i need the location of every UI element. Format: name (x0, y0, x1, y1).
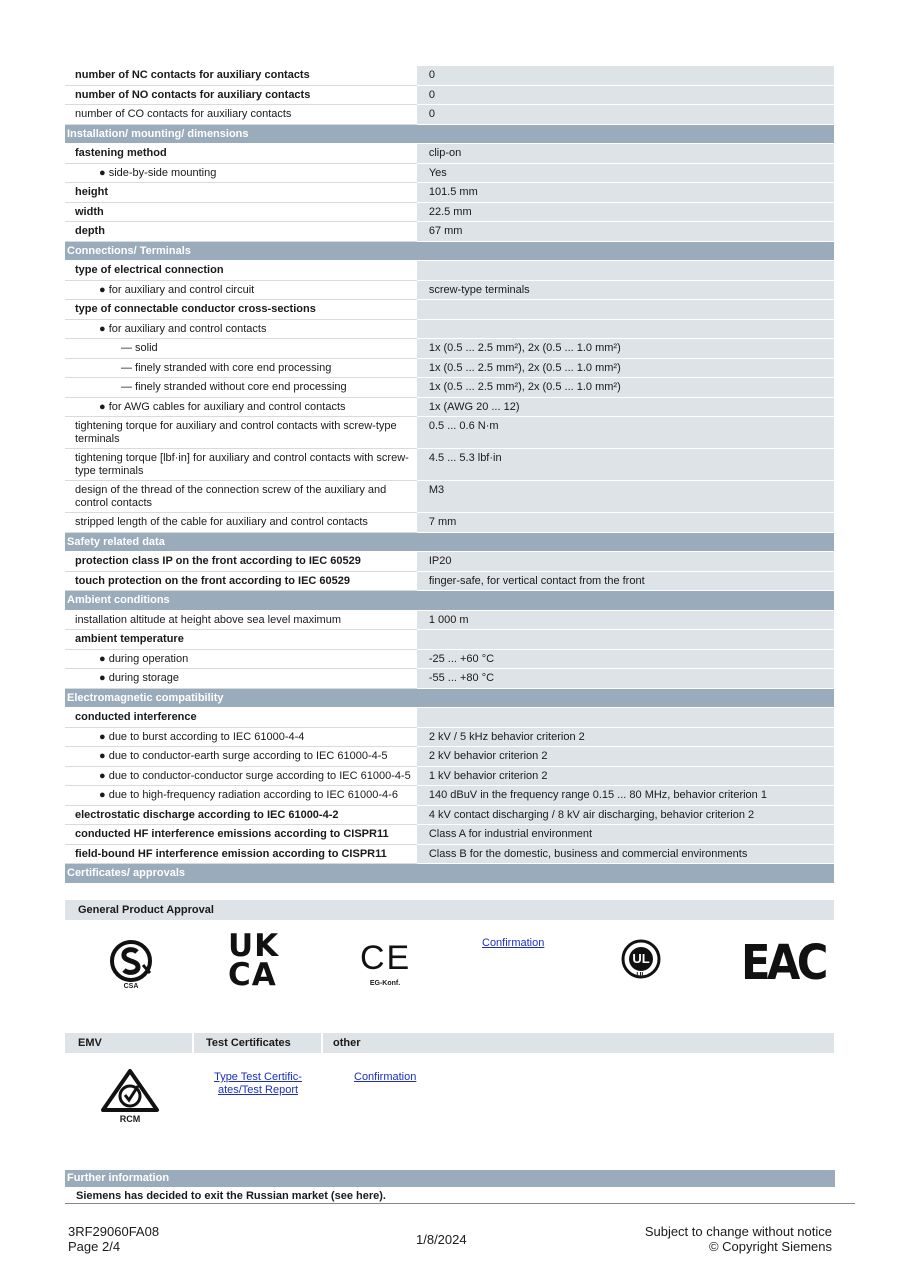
spec-value: 1 kV behavior criterion 2 (417, 766, 834, 786)
spec-label: fastening method (65, 144, 417, 164)
spec-value (417, 708, 834, 728)
ce-logo: CE EG-Konf. (360, 939, 412, 987)
spec-row (65, 300, 834, 320)
spec-row (65, 708, 834, 728)
spec-value: 1 000 m (417, 610, 834, 630)
spec-row (65, 669, 834, 689)
spec-row (65, 66, 834, 85)
footer-date: 1/8/2024 (416, 1232, 467, 1247)
spec-row (65, 513, 834, 533)
section-title: Safety related data (65, 532, 834, 552)
spec-label: type of electrical connection (65, 261, 417, 281)
rcm-caption: RCM (119, 1114, 141, 1124)
section-title: Installation/ mounting/ dimensions (65, 124, 834, 144)
spec-row (65, 610, 834, 630)
spec-row (65, 825, 834, 845)
spec-row (65, 85, 834, 105)
spec-table (65, 66, 834, 884)
spec-row (65, 766, 834, 786)
spec-label: ● for auxiliary and control circuit (65, 280, 417, 300)
spec-label: number of NO contacts for auxiliary contacts (65, 85, 417, 105)
spec-label: ● due to conductor-earth surge according to IEC 61000-4-5 (65, 747, 417, 767)
spec-value: 1x (0.5 ... 2.5 mm²), 2x (0.5 ... 1.0 mm²) (417, 339, 834, 359)
spec-value: 0 (417, 105, 834, 125)
spec-row (65, 105, 834, 125)
ukca-logo: UK CA (228, 928, 280, 993)
spec-value: 0 (417, 66, 834, 85)
section-title: Electromagnetic compatibility (65, 688, 834, 708)
spec-row (65, 319, 834, 339)
csa-logo (103, 935, 159, 995)
spec-value (417, 630, 834, 650)
spec-label: depth (65, 222, 417, 242)
spec-label: — finely stranded with core end processing (65, 358, 417, 378)
spec-label: number of NC contacts for auxiliary contacts (65, 66, 417, 85)
spec-label: design of the thread of the connection screw of the auxiliary and control contacts (65, 481, 417, 513)
general-product-approval-header: General Product Approval (65, 900, 834, 920)
spec-label: — solid (65, 339, 417, 359)
spec-row (65, 280, 834, 300)
section-header (65, 532, 834, 552)
csa-caption: CSA (123, 983, 139, 990)
spec-row (65, 417, 834, 449)
spec-label: ● due to conductor-conductor surge according to IEC 61000-4-5 (65, 766, 417, 786)
spec-value: clip-on (417, 144, 834, 164)
spec-row (65, 183, 834, 203)
spec-label: conducted interference (65, 708, 417, 728)
spec-row (65, 552, 834, 572)
spec-label: height (65, 183, 417, 203)
col-other: other (333, 1037, 361, 1049)
spec-label: ambient temperature (65, 630, 417, 650)
spec-row (65, 144, 834, 164)
spec-row (65, 844, 834, 864)
section-title: Ambient conditions (65, 591, 834, 611)
spec-row (65, 630, 834, 650)
spec-label: ● side-by-side mounting (65, 163, 417, 183)
spec-value: -25 ... +60 °C (417, 649, 834, 669)
spec-label: touch protection on the front according to IEC 60529 (65, 571, 417, 591)
spec-label: width (65, 202, 417, 222)
spec-row (65, 378, 834, 398)
spec-value: 0.5 ... 0.6 N·m (417, 417, 834, 449)
article-number: 3RF29060FA08 (68, 1224, 160, 1239)
spec-label: stripped length of the cable for auxiliary and control contacts (65, 513, 417, 533)
further-information-header: Further information (65, 1170, 835, 1187)
type-test-certificates-link[interactable]: Type Test Certific- ates/Test Report (214, 1071, 302, 1096)
spec-label: ● due to high-frequency radiation according to IEC 61000-4-6 (65, 786, 417, 806)
spec-value (417, 261, 834, 281)
spec-label: field-bound HF interference emission according to CISPR11 (65, 844, 417, 864)
spec-value: Class A for industrial environment (417, 825, 834, 845)
spec-row (65, 222, 834, 242)
spec-value: finger-safe, for vertical contact from the front (417, 571, 834, 591)
other-confirmation-link[interactable]: Confirmation (354, 1071, 417, 1083)
spec-value: 1x (0.5 ... 2.5 mm²), 2x (0.5 ... 1.0 mm²) (417, 358, 834, 378)
spec-value: 2 kV / 5 kHz behavior criterion 2 (417, 727, 834, 747)
spec-label: tightening torque [lbf·in] for auxiliary and control contacts with screw-type terminals (65, 449, 417, 481)
spec-label: ● during storage (65, 669, 417, 689)
col-emv: EMV (65, 1033, 194, 1053)
footer-divider (65, 1203, 855, 1204)
spec-row (65, 481, 834, 513)
section-title: Connections/ Terminals (65, 241, 834, 261)
change-notice: Subject to change without notice (644, 1224, 832, 1239)
spec-value: 67 mm (417, 222, 834, 242)
spec-value: 0 (417, 85, 834, 105)
spec-row (65, 649, 834, 669)
spec-value: 4.5 ... 5.3 lbf·in (417, 449, 834, 481)
col-test-certificates: Test Certificates (194, 1033, 323, 1053)
spec-label: tightening torque for auxiliary and control contacts with screw-type terminals (65, 417, 417, 449)
spec-label: number of CO contacts for auxiliary contacts (65, 105, 417, 125)
spec-row (65, 727, 834, 747)
spec-value: IP20 (417, 552, 834, 572)
spec-label: ● for auxiliary and control contacts (65, 319, 417, 339)
spec-value: Class B for the domestic, business and commercial environments (417, 844, 834, 864)
spec-value: 4 kV contact discharging / 8 kV air discharging, behavior criterion 2 (417, 805, 834, 825)
spec-value: 1x (0.5 ... 2.5 mm²), 2x (0.5 ... 1.0 mm²) (417, 378, 834, 398)
spec-value: 1x (AWG 20 ... 12) (417, 397, 834, 417)
ul-caption: UL (636, 972, 646, 979)
spec-row (65, 339, 834, 359)
spec-row (65, 261, 834, 281)
section-header (65, 864, 834, 884)
spec-row (65, 202, 834, 222)
spec-row (65, 747, 834, 767)
page-number: Page 2/4 (68, 1239, 121, 1254)
spec-row (65, 571, 834, 591)
spec-label: conducted HF interference emissions according to CISPR11 (65, 825, 417, 845)
section-header (65, 241, 834, 261)
spec-label: ● due to burst according to IEC 61000-4-4 (65, 727, 417, 747)
spec-value: screw-type terminals (417, 280, 834, 300)
russia-exit-note[interactable]: Siemens has decided to exit the Russian market (see here). (76, 1190, 386, 1202)
spec-label: ● during operation (65, 649, 417, 669)
spec-value: Yes (417, 163, 834, 183)
approval-confirmation-link[interactable]: Confirmation (482, 937, 545, 949)
eac-logo: EAC (741, 935, 825, 991)
spec-value: 2 kV behavior criterion 2 (417, 747, 834, 767)
spec-label: — finely stranded without core end processing (65, 378, 417, 398)
spec-label: installation altitude at height above sea level maximum (65, 610, 417, 630)
spec-row (65, 358, 834, 378)
section-title: Certificates/ approvals (65, 864, 834, 884)
spec-label: protection class IP on the front according to IEC 60529 (65, 552, 417, 572)
ce-caption: EG-Konf. (369, 980, 401, 987)
spec-value: 7 mm (417, 513, 834, 533)
spec-value: 140 dBuV in the frequency range 0.15 ... 80 MHz, behavior criterion 1 (417, 786, 834, 806)
spec-value: M3 (417, 481, 834, 513)
spec-row (65, 805, 834, 825)
section-header (65, 124, 834, 144)
spec-value: 101.5 mm (417, 183, 834, 203)
spec-row (65, 163, 834, 183)
spec-value (417, 300, 834, 320)
ul-logo (619, 939, 667, 983)
copyright: © Copyright Siemens (708, 1239, 832, 1254)
spec-value (417, 319, 834, 339)
ul-mark: UL (632, 951, 650, 966)
spec-value: 22.5 mm (417, 202, 834, 222)
spec-row (65, 449, 834, 481)
spec-label: ● for AWG cables for auxiliary and control contacts (65, 397, 417, 417)
spec-label: electrostatic discharge according to IEC 61000-4-2 (65, 805, 417, 825)
section-header (65, 591, 834, 611)
rcm-logo (100, 1068, 160, 1126)
spec-row (65, 397, 834, 417)
spec-value: -55 ... +80 °C (417, 669, 834, 689)
footer-right (645, 1224, 832, 1254)
certificates-header (65, 1033, 834, 1053)
spec-label: type of connectable conductor cross-sections (65, 300, 417, 320)
spec-row (65, 786, 834, 806)
section-header (65, 688, 834, 708)
footer-left (68, 1224, 159, 1254)
